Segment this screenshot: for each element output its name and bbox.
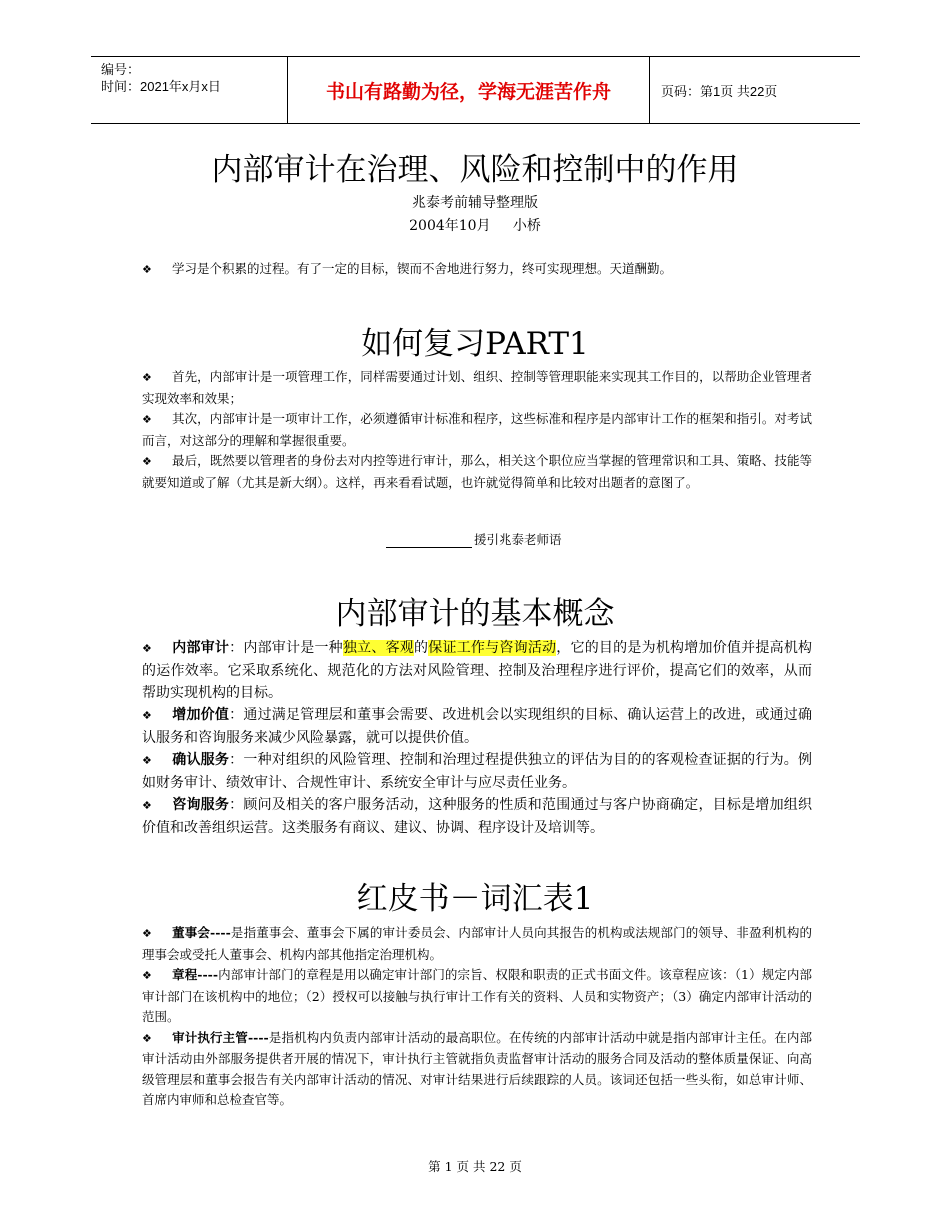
list-item: ❖ 最后，既然要以管理者的身份去对内控等进行审计，那么，相关这个职位应当掌握的管理常识和工具、策略、技能等就要知道或了解（尤其是新大纲）。这样，再来看看试题，也许就觉得简单和比较对出题者的意图了。 — [142, 453, 812, 490]
list-item: ❖ 其次，内部审计是一项审计工作，必须遵循审计标准和程序，这些标准和程序是内部审计工作的框架和指引。对考试而言，对这部分的理解和掌握很重要。 — [142, 411, 812, 448]
date-author: 2004年10月 小桥 — [409, 218, 541, 234]
list-item: ❖ 董事会----是指董事会、董事会下属的审计委员会、内部审计人员向其报告的机构或法规部门的领导、非盈利机构的理事会或受托人董事会、机构内部其他指定治理机构。 — [142, 925, 812, 962]
bullet-icon: ❖ — [142, 455, 152, 468]
section-title: 如何复习PART1 — [361, 326, 589, 362]
bullet-icon: ❖ — [142, 709, 152, 722]
signature-text: 援引兆泰老师语 — [474, 532, 562, 547]
signature — [386, 530, 562, 548]
list-item: ❖ 增加价值：通过满足管理层和董事会需要、改进机会以实现组织的目标、确认运营上的改进，或通过确认服务和咨询服务来减少风险暴露，就可以提供价值。 — [142, 707, 813, 746]
bullet-icon: ❖ — [142, 371, 152, 384]
term: 审计执行主管---- — [172, 1029, 269, 1045]
intro-text: 学习是个积累的过程。有了一定的目标，锲而不舍地进行努力，终可实现理想。天道酬勤。 — [172, 261, 673, 276]
page-header — [91, 56, 860, 124]
header-page-info: 页码：第1页 共22页 — [661, 84, 778, 99]
bullet-icon: ❖ — [142, 969, 152, 982]
highlight: 独立、客观 — [342, 640, 415, 656]
time-label: 时间：2021年x月x日 — [101, 79, 221, 94]
bullet-icon: ❖ — [142, 413, 152, 426]
header-meta — [101, 61, 221, 95]
signature-line — [386, 547, 472, 548]
section3-body — [142, 923, 812, 1111]
term: 确认服务 — [172, 752, 230, 768]
bullet-icon: ❖ — [142, 754, 152, 767]
bullet-icon: ❖ — [142, 1031, 152, 1045]
term: 董事会---- — [172, 925, 231, 940]
list-item: ❖ 审计执行主管----是指机构内负责内部审计活动的最高职位。在传统的内部审计活动中就是指内部审计主任。在内部审计活动由外部服务提供者开展的情况下，审计执行主管就指负责监督审计活动的服务合同及活动的整体质量保证、向高级管理层和董事会报告有关内部审计活动的情况、对审计结果进行后续跟踪的人员。该词还包括一些头衔，如总审计师、首席内审师和总检查官等。 — [142, 1029, 812, 1107]
divider — [649, 57, 650, 123]
term: 章程---- — [172, 967, 219, 982]
list-item: ❖ 首先，内部审计是一项管理工作，同样需要通过计划、组织、控制等管理职能来实现其工作目的，以帮助企业管理者实现效率和效果； — [142, 369, 812, 406]
term: 内部审计 — [172, 640, 230, 656]
list-item: ❖ 咨询服务：顾问及相关的客户服务活动，这种服务的性质和范围通过与客户协商确定，目标是增加组织价值和改善组织运营。这类服务有商议、建议、协调、程序设计及培训等。 — [142, 797, 813, 836]
page-footer: 第 1 页 共 22 页 — [428, 1159, 522, 1174]
term: 咨询服务 — [172, 797, 230, 813]
list-item: ❖ 确认服务：一种对组织的风险管理、控制和治理过程提供独立的评估为目的的客观检查证据的行为。例如财务审计、绩效审计、合规性审计、系统安全审计与应尽责任业务。 — [142, 752, 813, 791]
section-title: 内部审计的基本概念 — [335, 596, 615, 632]
list-item: ❖ 章程----内部审计部门的章程是用以确定审计部门的宗旨、权限和职责的正式书面文件。该章程应该：（1）规定内部审计部门在该机构中的地位；（2）授权可以接触与执行审计工作有关的资料、人员和实物资产；（3）确定内部审计活动的范围。 — [142, 967, 812, 1024]
section2-body — [142, 637, 812, 839]
document-title: 内部审计在治理、风险和控制中的作用 — [211, 152, 739, 188]
header-motto: 书山有路勤为径，学海无涯苦作舟 — [325, 81, 611, 103]
bullet-icon: ❖ — [142, 927, 152, 940]
bullet-icon: ❖ — [142, 642, 152, 655]
bullet-icon: ❖ — [142, 263, 152, 276]
number-label: 编号： — [101, 62, 141, 77]
term: 增加价值 — [172, 707, 230, 723]
section1-body — [142, 367, 812, 493]
intro-paragraph — [142, 259, 812, 281]
highlight: 保证工作与咨询活动 — [428, 640, 557, 656]
section-title: 红皮书－词汇表1 — [356, 881, 594, 917]
bullet-icon: ❖ — [142, 799, 152, 812]
list-item: ❖ 内部审计：内部审计是一种独立、客观的保证工作与咨询活动，它的目的是为机构增加价值并提高机构的运作效率。它采取系统化、规范化的方法对风险管理、控制及治理程序进行评价，提高它们的效率，从而帮助实现机构的目标。 — [142, 640, 813, 701]
subtitle: 兆泰考前辅导整理版 — [412, 195, 538, 211]
